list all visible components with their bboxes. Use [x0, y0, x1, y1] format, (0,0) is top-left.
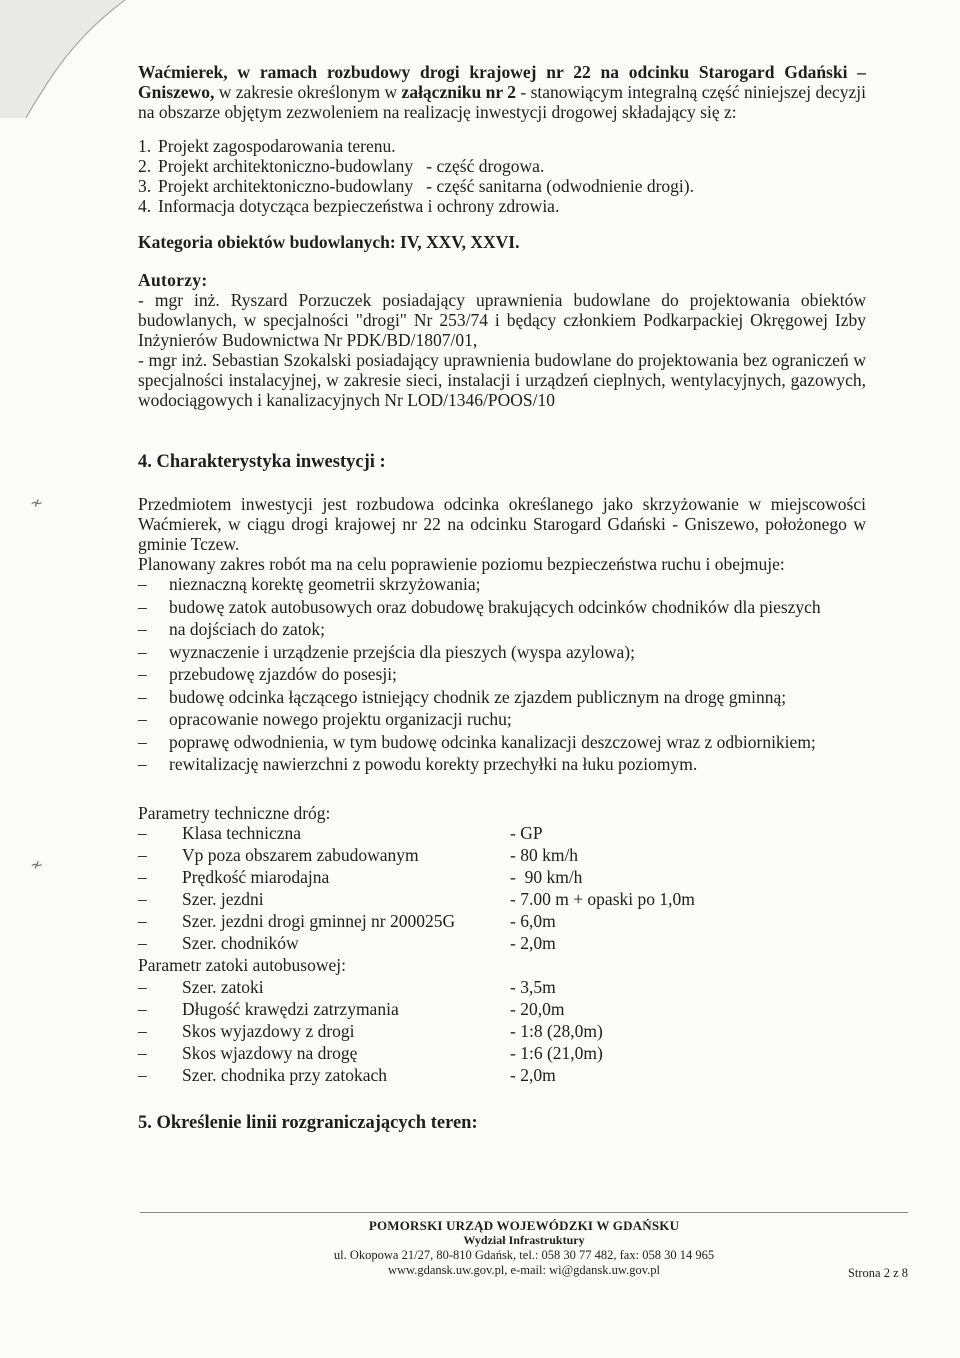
punch-hole-mark: ≁	[30, 495, 44, 512]
footer-web: www.gdansk.uw.gov.pl, e-mail: wi@gdansk.uw.gov.pl	[387, 1263, 660, 1277]
page-content	[138, 62, 866, 1133]
scope-list	[138, 574, 866, 777]
table-row: – Szer. chodnika przy zatokach - 2,0m	[138, 1064, 556, 1085]
table-row: – Skos wjazdowy na drogę - 1:6 (21,0m)	[138, 1042, 603, 1063]
section-4-paragraph: Przedmiotem inwestycji jest rozbudowa odcinka określanego jako skrzyżowanie w miejscowości Waćmierek, w ciągu drogi krajowej nr 22 na odcinku Starogard Gdański - Gniszewo, położonego w gminie Tczew.	[138, 494, 866, 554]
list-item: 3. Projekt architektoniczno-budowlany - część sanitarna (odwodnienie drogi).	[138, 176, 694, 196]
table-row: – Klasa techniczna - GP	[138, 822, 543, 843]
road-params-title: Parametry techniczne dróg:	[138, 802, 331, 823]
document-list	[138, 136, 866, 216]
table-row: – Skos wyjazdowy z drogi - 1:8 (28,0m)	[138, 1020, 603, 1041]
list-item: 2. Projekt architektoniczno-budowlany - część drogowa.	[138, 156, 545, 176]
intro-attachment-ref: załączniku nr 2	[401, 82, 516, 102]
intro-text: w zakresie określonym w	[214, 82, 402, 102]
intro-text-end: - stanowiącym integralną część niniejszej decyzji na obszarze objętym zezwoleniem na realizację inwestycji drogowej składający się z:	[138, 82, 866, 122]
footer-org: POMORSKI URZĄD WOJEWÓDZKI W GDAŃSKU	[368, 1218, 680, 1233]
footer-divider	[140, 1212, 908, 1213]
table-row: – Długość krawędzi zatrzymania - 20,0m	[138, 998, 565, 1019]
table-row: – Szer. jezdni - 7.00 m + opaski po 1,0m	[138, 888, 695, 909]
list-item: – nieznaczną korektę geometrii skrzyżowania;	[138, 574, 481, 594]
category-heading: Kategoria obiektów budowlanych: IV, XXV, XXVI.	[138, 232, 520, 252]
page-footer	[140, 1218, 908, 1278]
list-item: – poprawę odwodnienia, w tym budowę odcinka kanalizacji deszczowej wraz z odbiornikiem;	[138, 731, 816, 752]
section-4-heading: 4. Charakterystyka inwestycji :	[138, 452, 386, 472]
scope-intro: Planowany zakres robót ma na celu poprawienie poziomu bezpieczeństwa ruchu i obejmuje:	[138, 554, 785, 574]
table-row: – Prędkość miarodajna - 90 km/h	[138, 866, 583, 887]
author-1: - mgr inż. Ryszard Porzuczek posiadający uprawnienia budowlane do projektowania obiektów budowlanych, w specjalności "drogi" Nr 253/74 i będący członkiem Podkarpackiej Okręgowej Izby Inżynierów Budownictwa Nr PDK/BD/1807/01,	[138, 290, 866, 350]
intro-bold-start: Waćmierek, w ramach rozbudowy drogi krajowej nr 22 na odcinku Starogard Gdański – Gniszewo,	[138, 62, 866, 102]
road-params-table	[138, 823, 866, 955]
intro-paragraph	[138, 62, 866, 122]
bus-bay-params-table	[138, 977, 866, 1087]
list-item: – przebudowę zjazdów do posesji;	[138, 664, 397, 684]
bus-bay-params-title: Parametr zatoki autobusowej:	[138, 954, 346, 975]
list-item: – budowę odcinka łączącego istniejący chodnik ze zjazdem publicznym na drogę gminną;	[138, 686, 787, 707]
page-corner-shadow	[0, 0, 130, 120]
list-item: – budowę zatok autobusowych oraz dobudowę brakujących odcinków chodników dla pieszych	[138, 596, 821, 617]
section-5-heading: 5. Określenie linii rozgraniczających teren:	[138, 1112, 478, 1133]
list-item: – wyznaczenie i urządzenie przejścia dla pieszych (wyspa azylowa);	[138, 641, 635, 662]
table-row: – Szer. jezdni drogi gminnej nr 200025G - 6,0m	[138, 910, 556, 931]
footer-address: ul. Okopowa 21/27, 80-810 Gdańsk, tel.: 058 30 77 482, fax: 058 30 14 965	[333, 1248, 715, 1262]
authors-heading: Autorzy:	[138, 270, 208, 290]
author-2: - mgr inż. Sebastian Szokalski posiadający uprawnienia budowlane do projektowania bez ograniczeń w specjalności instalacyjnej, w zakresie sieci, instalacji i urządzeń cieplnych, wentylacyjnych, gazowych, wodociągowych i kanalizacyjnych Nr LOD/1346/POOS/10	[138, 350, 866, 410]
footer-dept: Wydział Infrastruktury	[463, 1233, 585, 1247]
table-row: – Szer. zatoki - 3,5m	[138, 976, 556, 997]
page-number: Strona 2 z 8	[847, 1266, 908, 1280]
list-item: – opracowanie nowego projektu organizacji ruchu;	[138, 709, 512, 729]
list-item: – na dojściach do zatok;	[138, 619, 325, 639]
table-row: – Szer. chodników - 2,0m	[138, 932, 556, 953]
punch-hole-mark: ≁	[30, 857, 44, 874]
table-row: – Vp poza obszarem zabudowanym - 80 km/h	[138, 844, 579, 865]
list-item: 1. Projekt zagospodarowania terenu.	[138, 136, 396, 156]
list-item: – rewitalizację nawierzchni z powodu korekty przechyłki na łuku poziomym.	[138, 754, 698, 774]
list-item: 4. Informacja dotycząca bezpieczeństwa i ochrony zdrowia.	[138, 196, 560, 216]
